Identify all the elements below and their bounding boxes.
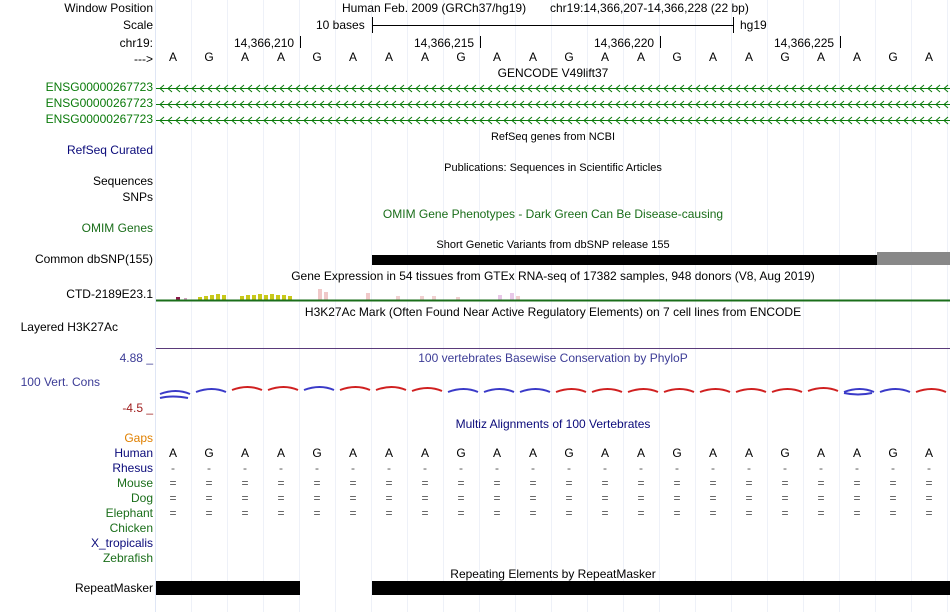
alignment-base: =: [925, 506, 933, 520]
alignment-base: G: [780, 446, 790, 460]
alignment-base: =: [385, 476, 393, 490]
alignment-base: =: [277, 491, 285, 505]
alignment-base: -: [171, 461, 175, 475]
alignment-base: =: [241, 506, 249, 520]
alignment-base: =: [241, 491, 249, 505]
alignment-base: =: [169, 506, 177, 520]
reference-base: A: [492, 50, 501, 64]
phylop-score-mark: [592, 389, 622, 392]
alignment-base: A: [420, 446, 429, 460]
alignment-base: =: [529, 491, 537, 505]
reference-base: A: [420, 50, 429, 64]
species-label-mouse: Mouse: [116, 476, 153, 490]
alignment-base: -: [459, 461, 463, 475]
h3k27ac-track-label[interactable]: Layered H3K27Ac: [20, 320, 118, 334]
alignment-base: =: [313, 491, 321, 505]
alignment-base: =: [385, 491, 393, 505]
alignment-base: A: [816, 446, 825, 460]
dbsnp-track-title[interactable]: Short Genetic Variants from dbSNP release 155: [436, 239, 670, 251]
alignment-base: =: [601, 506, 609, 520]
alignment-base: =: [637, 476, 645, 490]
alignment-base: =: [889, 506, 897, 520]
phylop-min-label: -4.5 _: [122, 401, 153, 415]
reference-base: G: [312, 50, 322, 64]
alignment-base: =: [277, 476, 285, 490]
alignment-base: =: [241, 476, 249, 490]
alignment-base: =: [817, 476, 825, 490]
alignment-base: -: [855, 461, 859, 475]
alignment-base: G: [312, 446, 322, 460]
assembly-title: Human Feb. 2009 (GRCh37/hg19): [342, 1, 527, 15]
gtex-tissue-bar: [270, 294, 274, 300]
alignment-base: A: [492, 446, 501, 460]
gtex-tissue-bar: [516, 296, 520, 300]
reference-base: A: [708, 50, 717, 64]
gtex-tissue-bar: [246, 295, 250, 300]
multiz-track-title[interactable]: Multiz Alignments of 100 Vertebrates: [455, 417, 651, 431]
phylop-score-mark: [412, 388, 442, 391]
alignment-base: =: [889, 476, 897, 490]
alignment-base: =: [529, 506, 537, 520]
reference-base: A: [168, 50, 177, 64]
species-label-dog: Dog: [130, 491, 153, 505]
alignment-base: -: [747, 461, 751, 475]
region-position: chr19:14,366,207-14,366,228 (22 bp): [550, 1, 749, 15]
alignment-base: =: [457, 506, 465, 520]
gencode-transcript-label[interactable]: ENSG00000267723: [45, 96, 153, 110]
alignment-base: -: [351, 461, 355, 475]
alignment-base: A: [168, 446, 177, 460]
reference-base: A: [276, 50, 285, 64]
gtex-tissue-bar: [498, 295, 502, 300]
alignment-base: =: [565, 476, 573, 490]
alignment-base: -: [819, 461, 823, 475]
alignment-base: -: [279, 461, 283, 475]
alignment-base: A: [240, 446, 249, 460]
gtex-tissue-bar: [222, 295, 226, 300]
alignment-base: =: [817, 506, 825, 520]
gtex-tissue-bar: [324, 292, 328, 300]
alignment-base: =: [817, 491, 825, 505]
publications-sequences-label[interactable]: Sequences: [92, 174, 153, 188]
alignment-base: =: [673, 506, 681, 520]
gencode-transcript-label[interactable]: ENSG00000267723: [45, 112, 153, 126]
alignment-base: =: [673, 476, 681, 490]
alignment-base: A: [348, 446, 357, 460]
alignment-base: =: [205, 476, 213, 490]
publications-track-title[interactable]: Publications: Sequences in Scientific Articles: [444, 162, 662, 174]
coordinate-tick-label: 14,366,215: [414, 36, 475, 50]
gtex-tissue-bar: [396, 296, 400, 300]
gtex-tissue-bar: [318, 289, 322, 300]
alignment-base: =: [853, 476, 861, 490]
gtex-tissue-bar: [510, 293, 514, 300]
alignment-base: =: [853, 506, 861, 520]
reference-base: G: [456, 50, 466, 64]
gtex-track-title[interactable]: Gene Expression in 54 tissues from GTEx RNA-seq of 17382 samples, 948 donors (V8, Aug 2019): [291, 269, 815, 283]
refseq-track-label[interactable]: RefSeq Curated: [66, 143, 153, 157]
alignment-base: =: [781, 491, 789, 505]
alignment-base: =: [745, 506, 753, 520]
chrom-label: chr19:: [119, 36, 153, 50]
gtex-tissue-bar: [264, 295, 268, 300]
phylop-score-mark: [844, 389, 874, 392]
phylop-score-mark: [304, 387, 334, 390]
dbsnp-variant-bar: [877, 252, 950, 265]
phylop-track-title[interactable]: 100 vertebrates Basewise Conservation by PhyloP: [418, 351, 688, 365]
dbsnp-track-label[interactable]: Common dbSNP(155): [34, 252, 153, 266]
alignment-base: =: [421, 476, 429, 490]
phylop-score-mark: [736, 389, 766, 392]
gtex-tissue-bar: [216, 294, 220, 300]
alignment-base: -: [783, 461, 787, 475]
alignment-base: -: [207, 461, 211, 475]
repeatmasker-element: [372, 581, 950, 595]
reference-base: A: [852, 50, 861, 64]
species-label-chicken: Chicken: [109, 521, 153, 535]
gtex-tissue-bar: [276, 295, 280, 300]
alignment-base: G: [888, 446, 898, 460]
alignment-base: =: [205, 491, 213, 505]
alignment-base: =: [313, 506, 321, 520]
alignment-base: =: [745, 491, 753, 505]
alignment-base: =: [745, 476, 753, 490]
alignment-base: G: [204, 446, 214, 460]
alignment-base: =: [421, 491, 429, 505]
phylop-score-mark: [160, 391, 190, 394]
alignment-base: =: [601, 491, 609, 505]
species-label-human: Human: [114, 446, 153, 460]
phylop-score-mark: [844, 393, 872, 395]
alignment-base: A: [528, 446, 537, 460]
alignment-base: =: [385, 506, 393, 520]
h3k27ac-track-title[interactable]: H3K27Ac Mark (Often Found Near Active Regulatory Elements) on 7 cell lines from ENCODE: [304, 305, 802, 319]
scale-text: 10 bases: [316, 18, 365, 32]
dbsnp-variant-bar: [372, 255, 877, 265]
reference-base: A: [600, 50, 609, 64]
alignment-base: =: [169, 491, 177, 505]
phylop-score-mark: [160, 397, 188, 399]
publications-snps-label[interactable]: SNPs: [122, 190, 153, 204]
gtex-tissue-bar: [252, 295, 256, 300]
alignment-base: =: [313, 476, 321, 490]
alignment-base: =: [349, 506, 357, 520]
gtex-gene-label[interactable]: CTD-2189E23.1: [66, 287, 153, 301]
window-position-label: Window Position: [64, 1, 153, 15]
alignment-base: =: [529, 476, 537, 490]
reference-base: A: [744, 50, 753, 64]
phylop-score-mark: [232, 387, 262, 390]
phylop-score-mark: [376, 387, 406, 390]
reference-base: G: [672, 50, 682, 64]
coordinate-tick-label: 14,366,225: [774, 36, 835, 50]
species-label-x_tropicalis: X_tropicalis: [90, 536, 153, 550]
gtex-tissue-bar: [204, 296, 208, 300]
alignment-base: G: [564, 446, 574, 460]
alignment-base: =: [709, 476, 717, 490]
alignment-base: =: [889, 491, 897, 505]
alignment-base: =: [673, 491, 681, 505]
alignment-base: -: [567, 461, 571, 475]
alignment-base: -: [531, 461, 535, 475]
species-label-rhesus: Rhesus: [112, 461, 153, 475]
phylop-track-label[interactable]: 100 Vert. Cons: [20, 375, 100, 389]
alignment-base: =: [709, 491, 717, 505]
alignment-base: =: [421, 506, 429, 520]
alignment-base: -: [639, 461, 643, 475]
phylop-score-mark: [556, 389, 586, 392]
alignment-base: =: [277, 506, 285, 520]
phylop-score-mark: [268, 387, 298, 390]
coordinate-tick-label: 14,366,220: [594, 36, 655, 50]
reference-base: A: [816, 50, 825, 64]
alignment-base: G: [672, 446, 682, 460]
scale-assembly: hg19: [740, 18, 767, 32]
phylop-score-mark: [916, 389, 946, 392]
reference-base: A: [924, 50, 933, 64]
alignment-base: -: [423, 461, 427, 475]
reference-base: G: [564, 50, 574, 64]
phylop-score-mark: [628, 389, 658, 392]
alignment-base: =: [349, 476, 357, 490]
alignment-base: A: [744, 446, 753, 460]
alignment-base: =: [781, 506, 789, 520]
alignment-base: A: [600, 446, 609, 460]
alignment-base: -: [387, 461, 391, 475]
alignment-base: A: [636, 446, 645, 460]
reference-base: A: [348, 50, 357, 64]
reference-base: A: [528, 50, 537, 64]
phylop-score-mark: [196, 389, 226, 392]
alignment-base: -: [315, 461, 319, 475]
alignment-base: -: [603, 461, 607, 475]
alignment-base: -: [675, 461, 679, 475]
gtex-tissue-bar: [258, 294, 262, 300]
alignment-base: =: [925, 491, 933, 505]
phylop-score-mark: [700, 389, 730, 392]
alignment-base: =: [601, 476, 609, 490]
gaps-label: Gaps: [124, 431, 153, 445]
alignment-base: =: [637, 491, 645, 505]
gtex-tissue-bar: [432, 296, 436, 300]
alignment-base: =: [493, 491, 501, 505]
species-label-zebrafish: Zebrafish: [102, 551, 153, 565]
alignment-base: =: [565, 506, 573, 520]
reference-base: A: [636, 50, 645, 64]
coordinate-tick-label: 14,366,210: [234, 36, 295, 50]
phylop-score-mark: [664, 389, 694, 392]
gtex-tissue-bar: [288, 296, 292, 300]
reference-base: G: [888, 50, 898, 64]
reference-base: G: [204, 50, 214, 64]
alignment-base: A: [852, 446, 861, 460]
gtex-tissue-bar: [240, 296, 244, 300]
phylop-score-mark: [340, 387, 370, 390]
alignment-base: -: [495, 461, 499, 475]
alignment-base: =: [709, 506, 717, 520]
alignment-base: =: [925, 476, 933, 490]
gencode-transcript-label[interactable]: ENSG00000267723: [45, 80, 153, 94]
repeatmasker-track-title[interactable]: Repeating Elements by RepeatMasker: [450, 567, 656, 581]
repeatmasker-track-label[interactable]: RepeatMasker: [74, 581, 153, 595]
omim-track-title[interactable]: OMIM Gene Phenotypes - Dark Green Can Be Disease-causing: [382, 207, 724, 221]
phylop-score-mark: [808, 388, 838, 391]
phylop-score-mark: [880, 389, 910, 392]
phylop-score-mark: [448, 389, 478, 392]
alignment-base: =: [169, 476, 177, 490]
alignment-base: A: [924, 446, 933, 460]
alignment-base: -: [927, 461, 931, 475]
gencode-track-title[interactable]: GENCODE V49lift37: [497, 66, 609, 80]
alignment-base: =: [493, 476, 501, 490]
phylop-score-mark: [520, 389, 550, 392]
alignment-base: -: [711, 461, 715, 475]
reference-base: A: [240, 50, 249, 64]
reference-base: A: [384, 50, 393, 64]
alignment-base: =: [637, 506, 645, 520]
gtex-tissue-bar: [420, 296, 424, 300]
reference-base: G: [780, 50, 790, 64]
species-label-elephant: Elephant: [105, 506, 153, 520]
alignment-base: =: [853, 491, 861, 505]
phylop-score-mark: [484, 389, 514, 392]
alignment-base: =: [457, 491, 465, 505]
gtex-tissue-bar: [210, 295, 214, 300]
alignment-base: A: [708, 446, 717, 460]
phylop-max-label: 4.88 _: [119, 351, 153, 365]
scale-label: Scale: [122, 18, 153, 32]
alignment-base: =: [565, 491, 573, 505]
alignment-base: G: [456, 446, 466, 460]
alignment-base: =: [781, 476, 789, 490]
alignment-base: =: [493, 506, 501, 520]
alignment-base: =: [457, 476, 465, 490]
refseq-track-title[interactable]: RefSeq genes from NCBI: [490, 131, 616, 143]
strand-label: --->: [134, 52, 153, 66]
alignment-base: A: [384, 446, 393, 460]
alignment-base: A: [276, 446, 285, 460]
repeatmasker-element: [156, 581, 300, 595]
alignment-base: =: [349, 491, 357, 505]
alignment-base: =: [205, 506, 213, 520]
alignment-base: -: [891, 461, 895, 475]
omim-track-label[interactable]: OMIM Genes: [81, 221, 153, 235]
gtex-tissue-bar: [282, 295, 286, 300]
phylop-score-mark: [772, 389, 802, 392]
alignment-base: -: [243, 461, 247, 475]
gtex-tissue-bar: [366, 293, 370, 300]
